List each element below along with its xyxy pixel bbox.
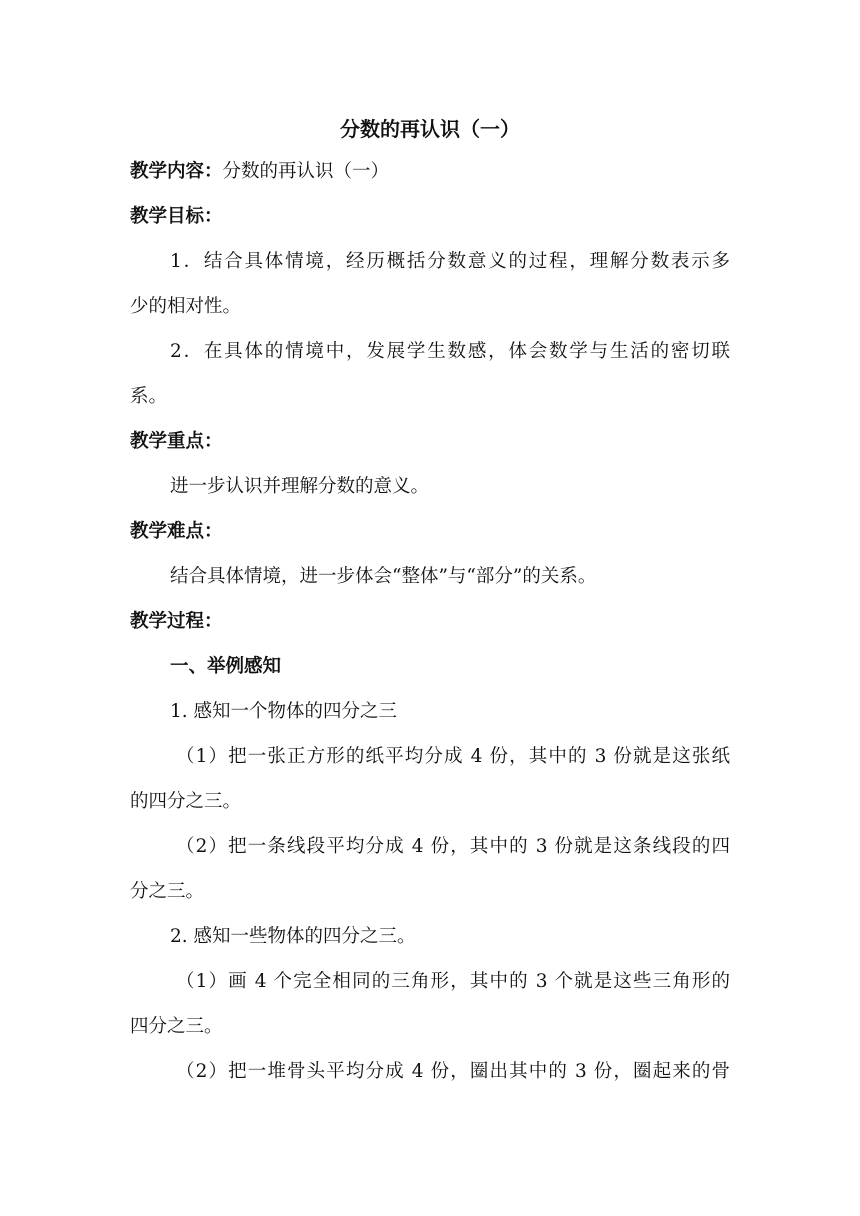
key-point-heading: 教学重点： <box>130 431 223 452</box>
objective-1-line-1: 1．结合具体情境，经历概括分数意义的过程，理解分数表示多 <box>170 251 730 272</box>
objective-2-line-1: 2．在具体的情境中，发展学生数感，体会数学与生活的密切联 <box>170 341 730 362</box>
objective-2-line-2: 系。 <box>130 386 168 407</box>
teaching-content-value: 分数的再认识（一） <box>222 161 390 182</box>
process-heading: 教学过程： <box>130 611 223 632</box>
item-2-1-line-1: （1）画 4 个完全相同的三角形，其中的 3 个就是这些三角形的 <box>176 971 730 992</box>
difficulty-text: 结合具体情境，进一步体会“整体”与“部分”的关系。 <box>170 566 597 587</box>
item-1-2-line-1: （2）把一条线段平均分成 4 份，其中的 3 份就是这条线段的四 <box>176 836 730 857</box>
item-1-1-line-1: （1）把一张正方形的纸平均分成 4 份，其中的 3 份就是这张纸 <box>176 746 730 767</box>
objective-1-line-2: 少的相对性。 <box>130 296 242 317</box>
objectives-heading: 教学目标： <box>130 206 223 227</box>
difficulty-heading: 教学难点： <box>130 521 223 542</box>
teaching-content-label: 教学内容： <box>130 161 223 182</box>
item-2: 2. 感知一些物体的四分之三。 <box>170 926 416 947</box>
key-point-text: 进一步认识并理解分数的意义。 <box>170 476 430 497</box>
item-1: 1. 感知一个物体的四分之三 <box>170 701 398 722</box>
item-1-1-line-2: 的四分之三。 <box>130 791 242 812</box>
section-1-heading: 一、举例感知 <box>170 656 282 677</box>
teaching-content-line <box>130 158 730 186</box>
document-title: 分数的再认识（一） <box>340 117 520 141</box>
item-1-2-line-2: 分之三。 <box>130 881 205 902</box>
item-2-2-line-1: （2）把一堆骨头平均分成 4 份，圈出其中的 3 份，圈起来的骨 <box>176 1061 730 1082</box>
item-2-1-line-2: 四分之三。 <box>130 1016 223 1037</box>
